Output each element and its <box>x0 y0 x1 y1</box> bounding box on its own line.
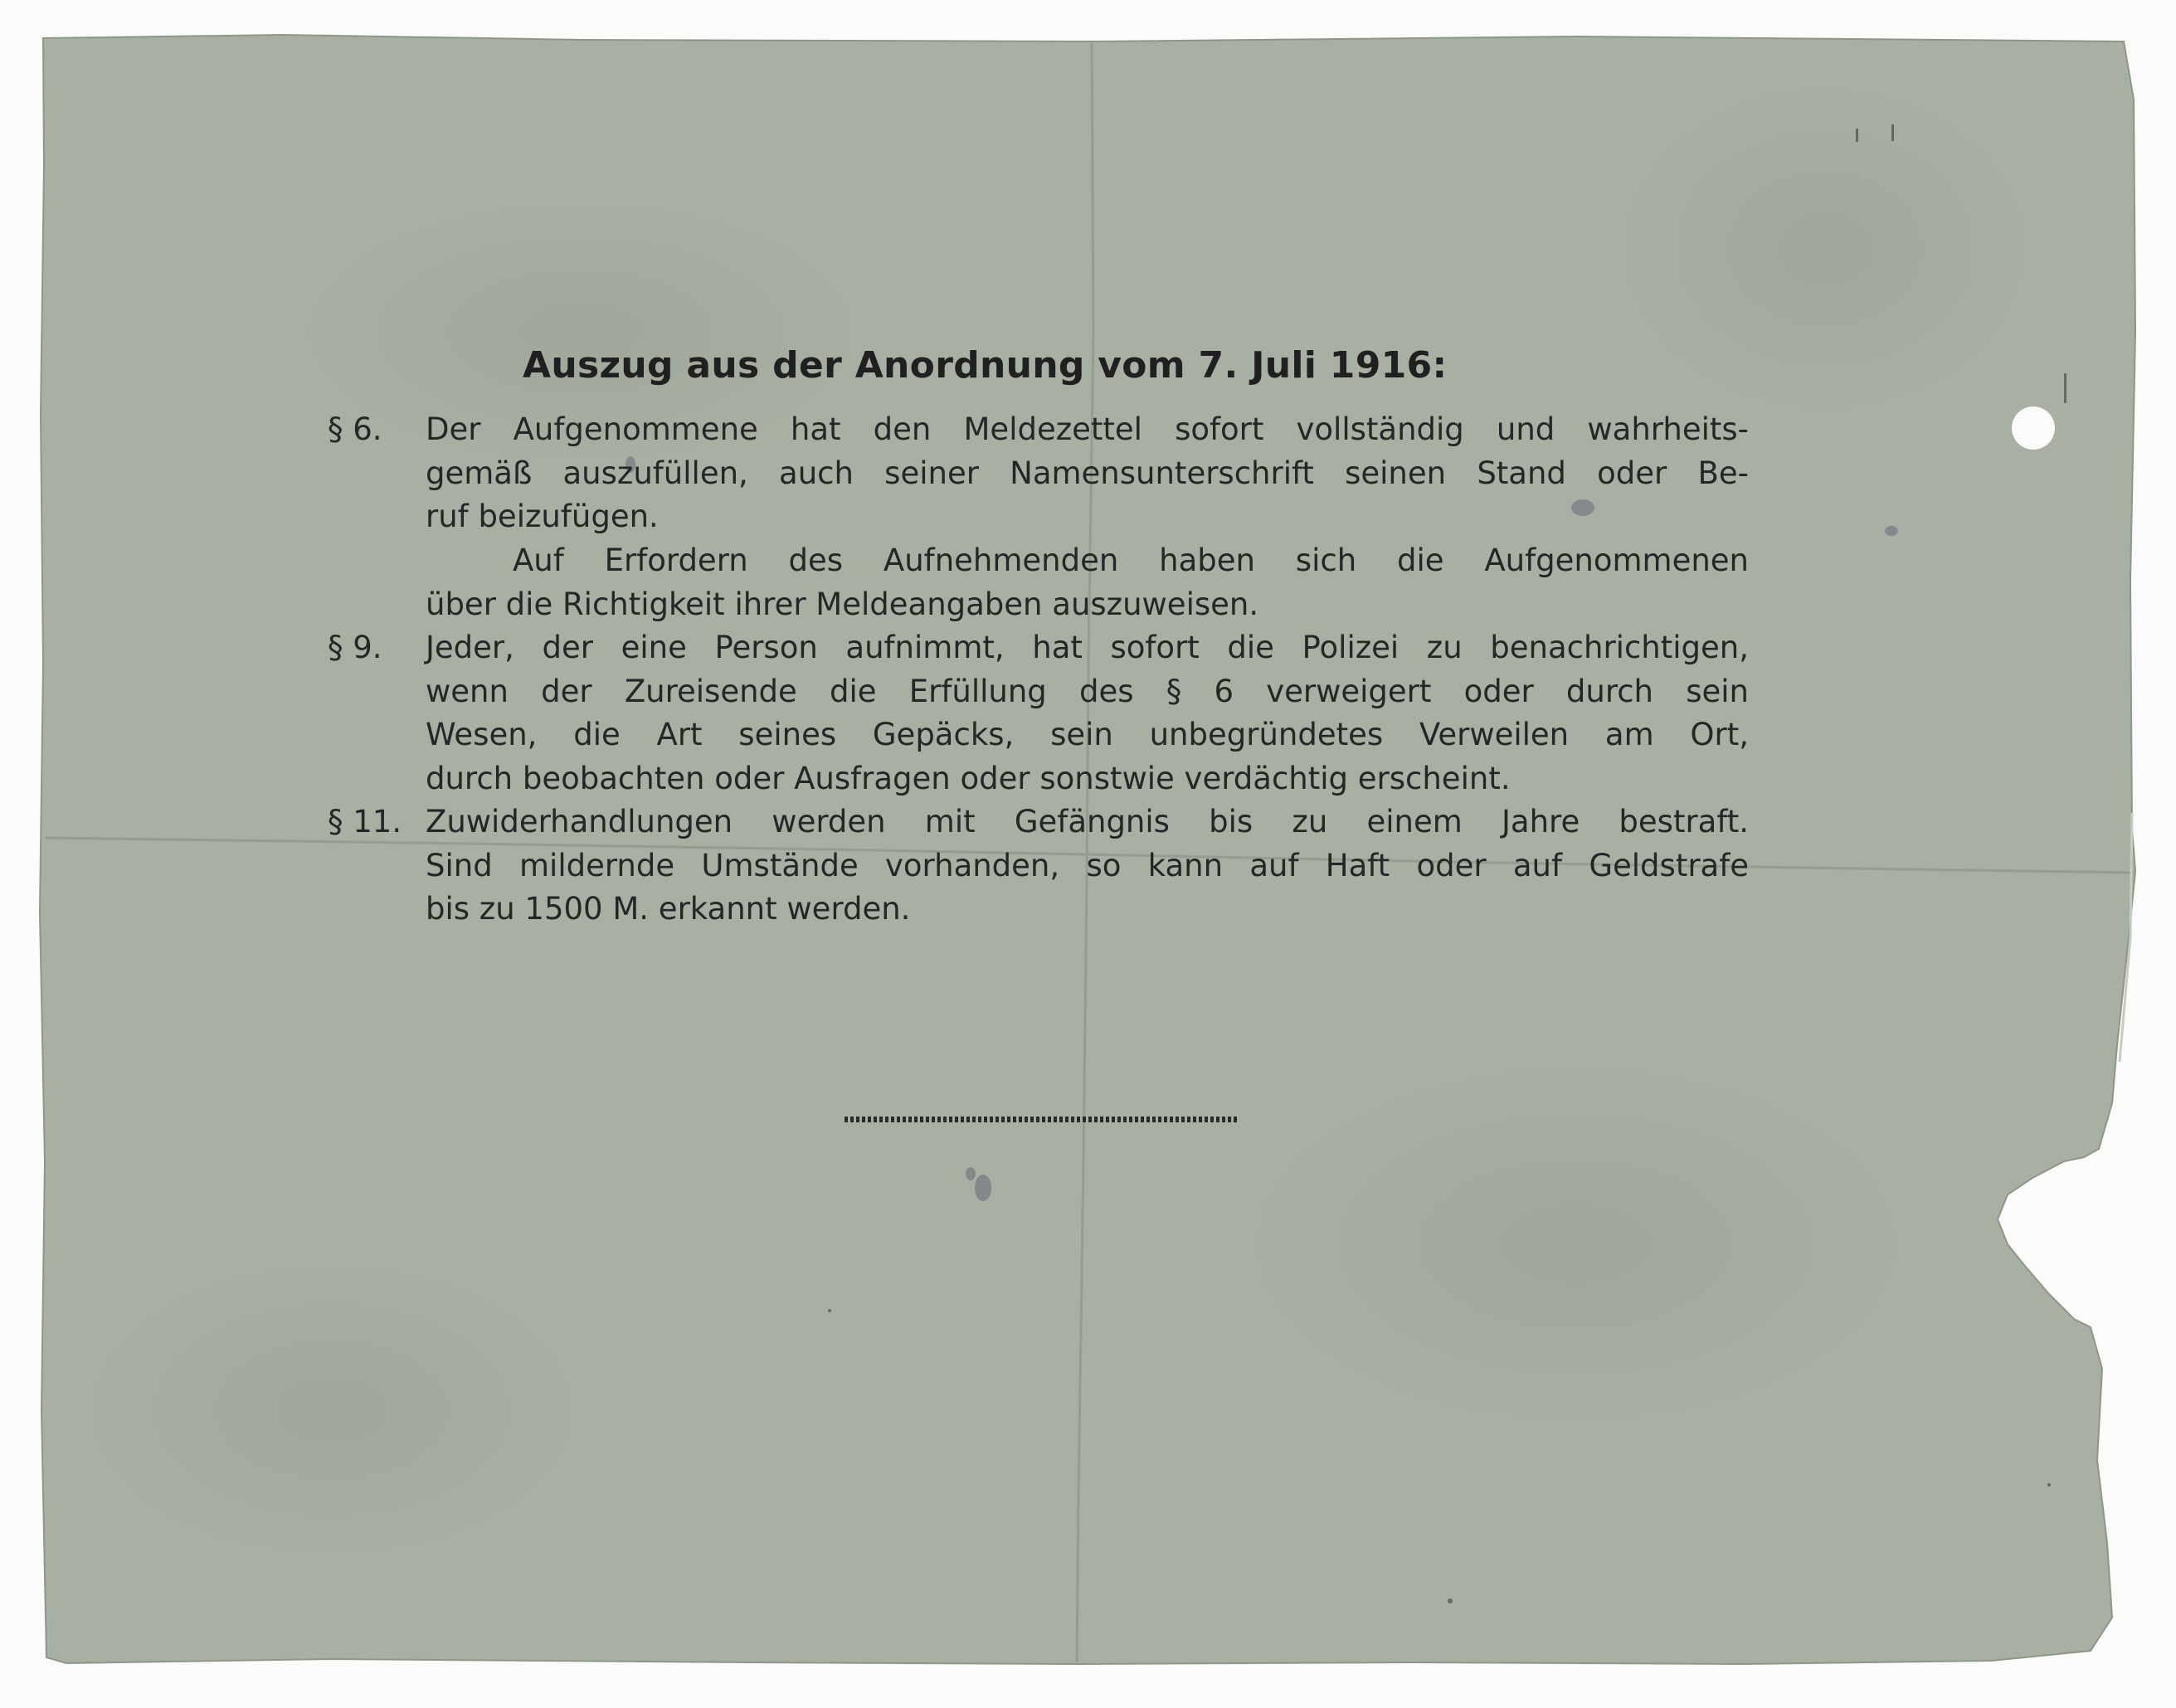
text-line: Zuwiderhandlungen werden mit Gefängnis bis zu einem Jahre bestraft. <box>426 804 1749 839</box>
section-text <box>426 539 1749 626</box>
text-line: gemäß auszufüllen, auch seiner Namensunterschrift seinen Stand oder Be- <box>426 455 1749 491</box>
section-text <box>426 800 1749 932</box>
section-number: § 6. <box>328 411 382 447</box>
section-text <box>426 626 1749 800</box>
text-line: Wesen, die Art seines Gepäcks, sein unbegründetes Verweilen am Ort, <box>426 717 1749 752</box>
text-line: durch beobachten oder Ausfragen oder sonstwie verdächtig erscheint. <box>426 760 1511 796</box>
text-line: Der Aufgenommene hat den Meldezettel sofort vollständig und wahrheits- <box>426 411 1749 447</box>
text-line: über die Richtigkeit ihrer Meldeangaben auszuweisen. <box>426 586 1259 622</box>
text-line: Jeder, der eine Person aufnimmt, hat sofort die Polizei zu benachrichtigen, <box>426 630 1749 665</box>
text-line: bis zu 1500 M. erkannt werden. <box>426 891 911 927</box>
text-line: ruf beizufügen. <box>426 499 659 534</box>
section-text <box>426 408 1749 539</box>
document-title: Auszug aus der Anordnung vom 7. Juli 1916: <box>523 344 1448 387</box>
text-line: Sind mildernde Umstände vorhanden, so kann auf Haft oder auf Geldstrafe <box>426 847 1749 883</box>
punch-hole <box>2012 406 2055 450</box>
section-number: § 11. <box>328 804 402 839</box>
text-line: Auf Erfordern des Aufnehmenden haben sich die Aufgenommenen <box>513 543 1749 578</box>
dotted-separator <box>845 1117 1239 1122</box>
section-number: § 9. <box>328 630 382 665</box>
text-line: wenn der Zureisende die Erfüllung des § 6 verweigert oder durch sein <box>426 673 1749 709</box>
